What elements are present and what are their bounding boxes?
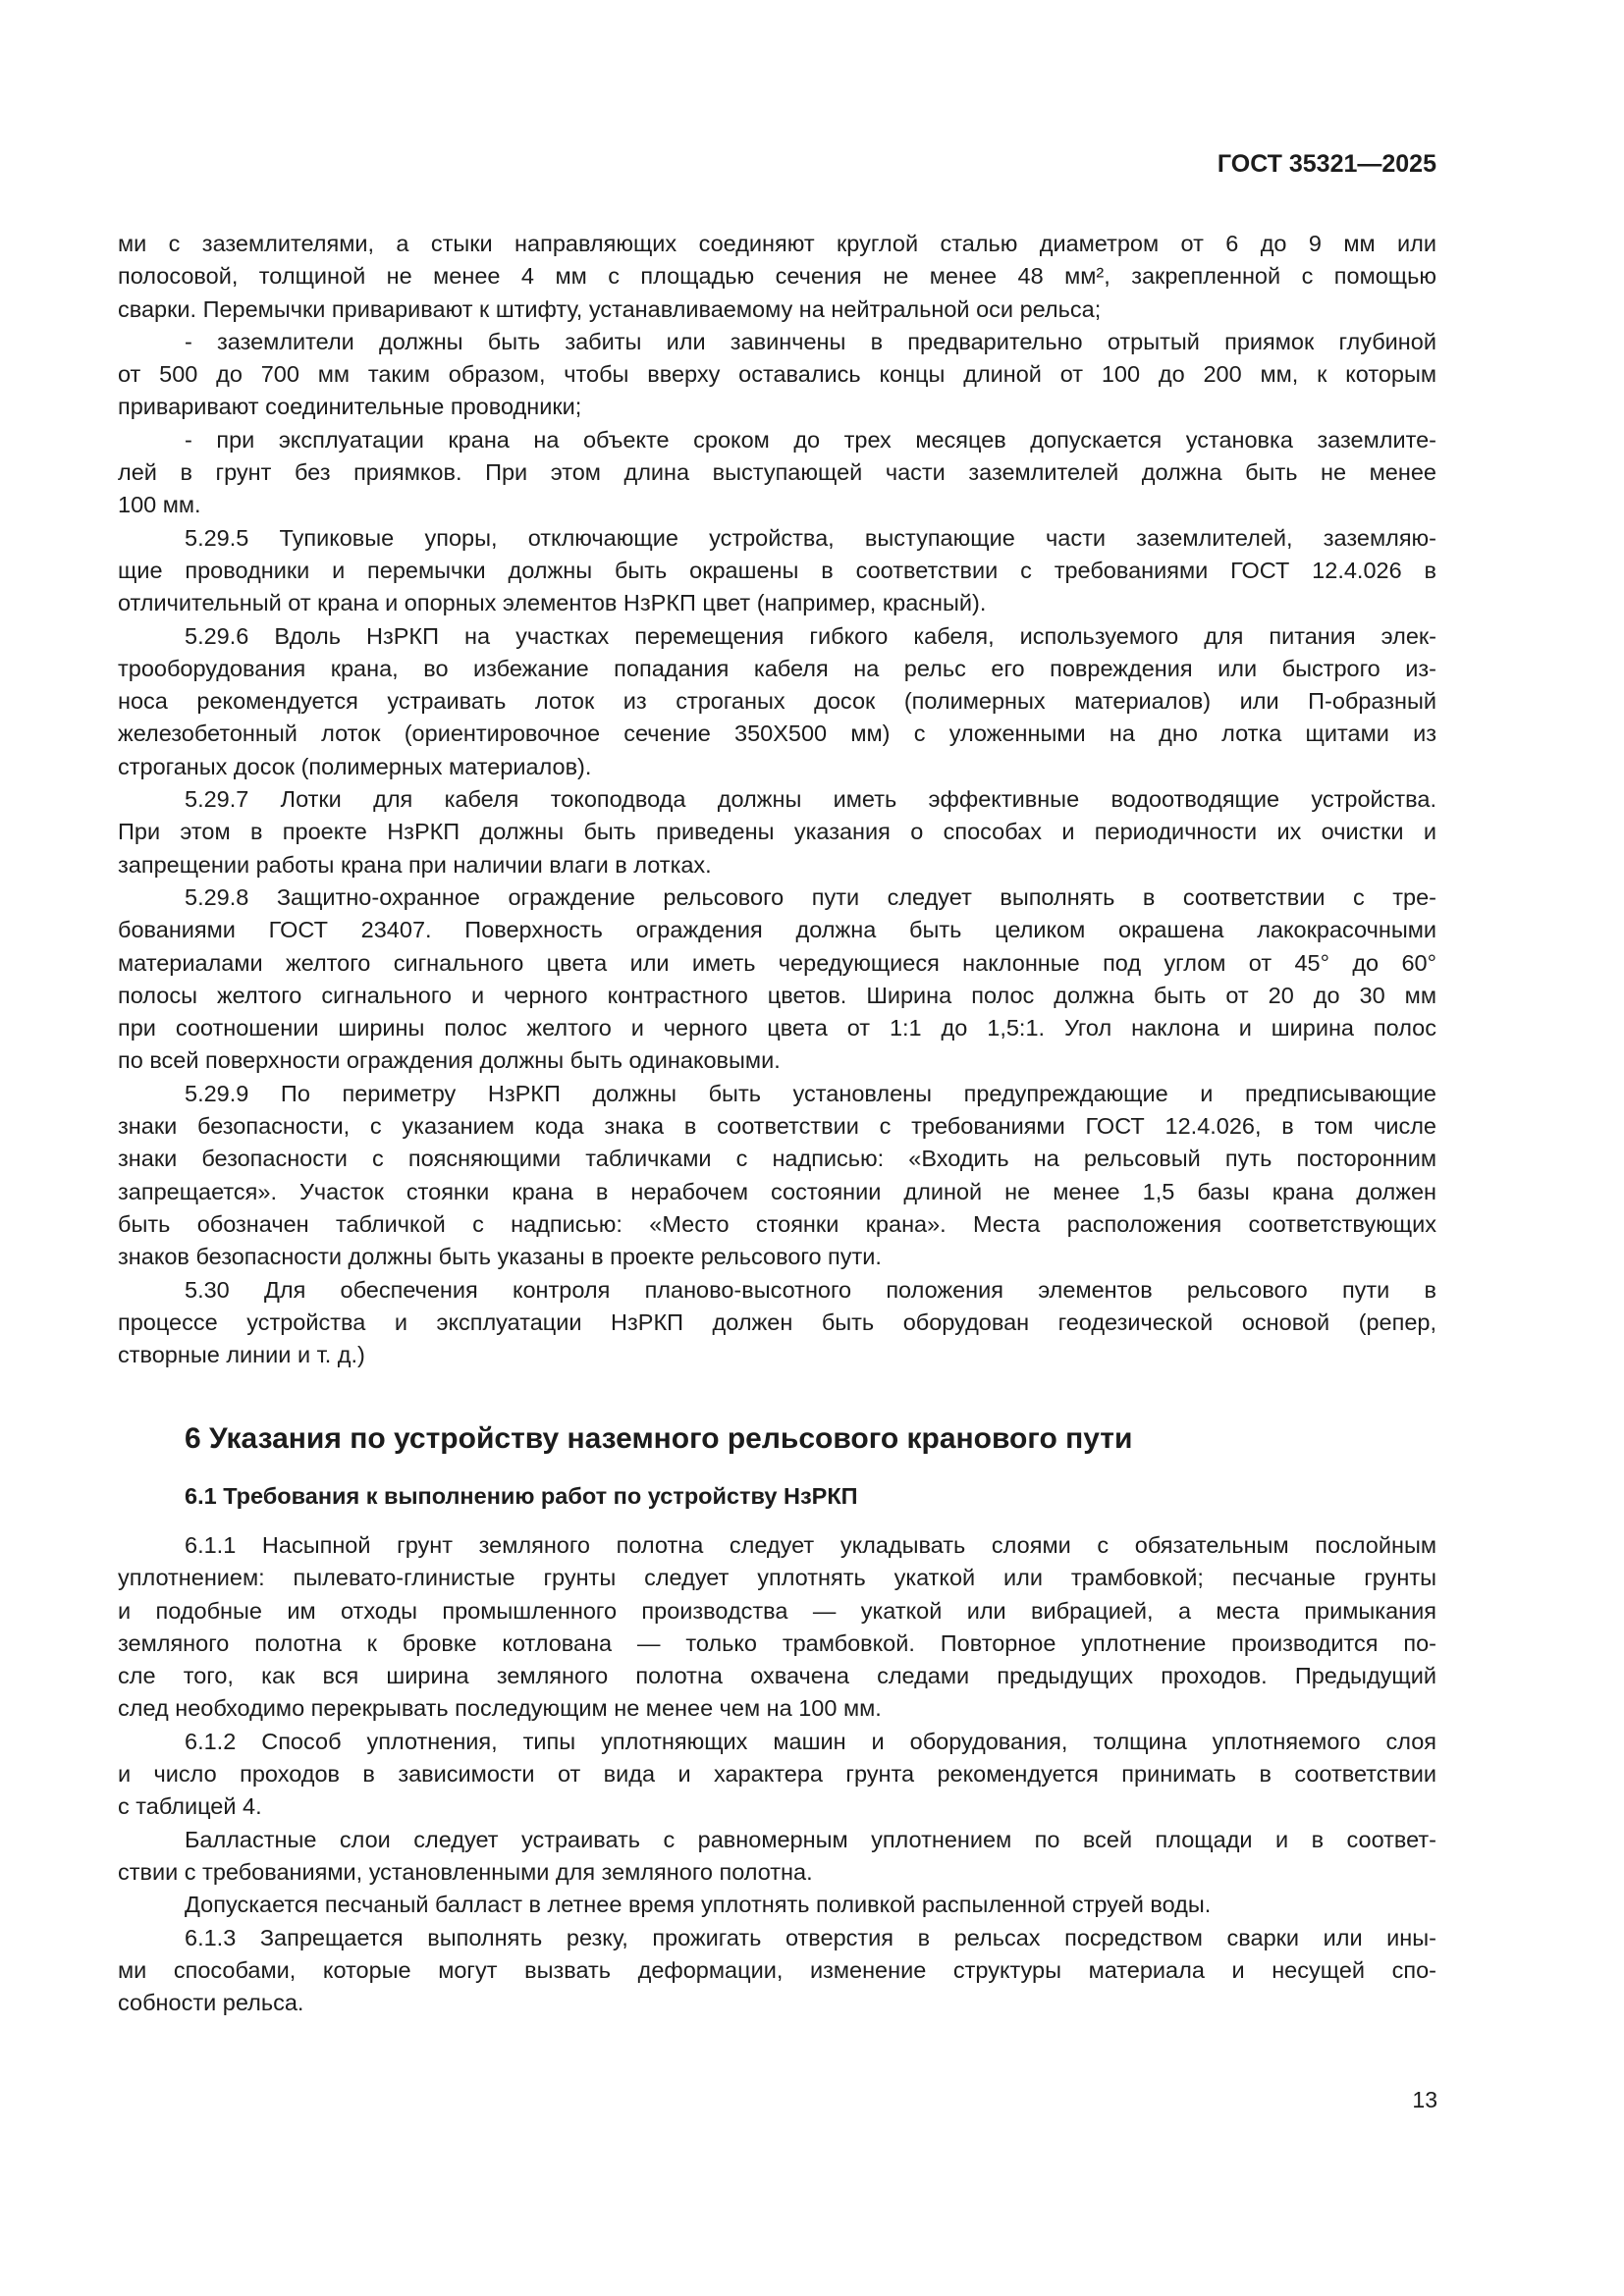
text-line: створные линии и т. д.) xyxy=(118,1342,365,1368)
text-line: полосовой, толщиной не менее 4 мм с площадью сечения не менее 48 мм², закрепленной с помощью xyxy=(118,263,1436,290)
text-line: след необходимо перекрывать последующим не менее чем на 100 мм. xyxy=(118,1695,882,1722)
text-line: приваривают соединительные проводники; xyxy=(118,394,582,420)
paragraph xyxy=(118,522,1436,620)
text-line: запрещается». Участок стоянки крана в нерабочем состоянии длиной не менее 1,5 базы крана должен xyxy=(118,1178,1436,1204)
text-line: трооборудования крана, во избежание попадания кабеля на рельс его повреждения или быстрого из- xyxy=(118,655,1436,681)
text-line: 5.29.7 Лотки для кабеля токоподвода должны иметь эффективные водоотводящие устройства. xyxy=(185,786,1436,813)
text-line: ми способами, которые могут вызвать деформации, изменение структуры материала и несущей спо- xyxy=(118,1956,1436,1983)
text-line: процессе устройства и эксплуатации НзРКП должен быть оборудован геодезической основой (репер, xyxy=(118,1308,1436,1335)
text-line: Балластные слои следует устраивать с равномерным уплотнением по всей площади и в соответ- xyxy=(185,1826,1436,1852)
paragraph xyxy=(118,1889,1436,1921)
text-line: и число проходов в зависимости от вида и характера грунта рекомендуется принимать в соответствии xyxy=(118,1761,1436,1788)
text-line: 5.29.6 Вдоль НзРКП на участках перемещения гибкого кабеля, используемого для питания элек- xyxy=(185,622,1436,649)
text-line: быть обозначен табличкой с надписью: «Место стоянки крана». Места расположения соответствующих xyxy=(118,1210,1436,1237)
text-line: уплотнением: пылевато-глинистые грунты следует уплотнять укаткой или трамбовкой; песчаные грунты xyxy=(118,1565,1436,1591)
text-line: и подобные им отходы промышленного производства — укаткой или вибрацией, а места примыкания xyxy=(118,1597,1436,1624)
section-heading-6: 6 Указания по устройству наземного рельсового кранового пути xyxy=(185,1422,1133,1455)
section-5-text xyxy=(118,228,1436,1371)
text-line: 100 мм. xyxy=(118,492,201,518)
paragraph xyxy=(118,1529,1436,1726)
text-line: отличительный от крана и опорных элементов НзРКП цвет (например, красный). xyxy=(118,590,987,616)
text-line: бованиями ГОСТ 23407. Поверхность ограждения должна быть целиком окрашена лакокрасочными xyxy=(118,917,1436,943)
subsection-heading-6-1: 6.1 Требования к выполнению работ по устройству НзРКП xyxy=(185,1483,858,1509)
text-line: знаки безопасности с поясняющими табличками с надписью: «Входить на рельсовый путь посторонним xyxy=(118,1146,1436,1172)
paragraph xyxy=(118,1726,1436,1824)
text-line: 6.1.1 Насыпной грунт земляного полотна следует укладывать слоями с обязательным послойным xyxy=(185,1532,1436,1558)
text-line: знаков безопасности должны быть указаны в проекте рельсового пути. xyxy=(118,1244,882,1270)
text-line: 5.29.5 Тупиковые упоры, отключающие устройства, выступающие части заземлителей, заземляю- xyxy=(185,524,1436,551)
text-line: при соотношении ширины полос желтого и черного цвета от 1:1 до 1,5:1. Угол наклона и ширина полос xyxy=(118,1015,1436,1041)
text-line: ствии с требованиями, установленными для земляного полотна. xyxy=(118,1858,813,1885)
paragraph xyxy=(118,1078,1436,1274)
text-line: железобетонный лоток (ориентировочное сечение 350X500 мм) с уложенными на дно лотка щитами из xyxy=(118,721,1436,747)
text-line: материалами желтого сигнального цвета или иметь чередующиеся наклонные под углом от 45° до 60° xyxy=(118,949,1436,976)
section-6-1-text xyxy=(118,1529,1436,2019)
paragraph xyxy=(118,620,1436,783)
text-line: по всей поверхности ограждения должны быть одинаковыми. xyxy=(118,1047,781,1074)
text-line: сварки. Перемычки приваривают к штифту, устанавливаемому на нейтральной оси рельса; xyxy=(118,295,1102,322)
text-line: 5.29.8 Защитно-охранное ограждение рельсового пути следует выполнять в соответствии с тре- xyxy=(185,883,1436,910)
paragraph xyxy=(118,228,1436,326)
page-number: 13 xyxy=(1412,2087,1437,2112)
paragraph xyxy=(118,1274,1436,1372)
text-line: сле того, как вся ширина земляного полотна охвачена следами предыдущих проходов. Предыдущий xyxy=(118,1663,1436,1689)
text-line: - при эксплуатации крана на объекте сроком до трех месяцев допускается установка заземлите- xyxy=(185,426,1436,453)
paragraph xyxy=(118,1922,1436,2020)
text-line: 6.1.2 Способ уплотнения, типы уплотняющих машин и оборудования, толщина уплотняемого слоя xyxy=(185,1728,1436,1754)
text-line: запрещении работы крана при наличии влаги в лотках. xyxy=(118,851,712,878)
text-line: строганых досок (полимерных материалов). xyxy=(118,753,592,779)
text-line: - заземлители должны быть забиты или завинчены в предварительно отрытый приямок глубиной xyxy=(185,328,1436,354)
paragraph xyxy=(118,783,1436,881)
text-line: собности рельса. xyxy=(118,1990,304,2016)
text-line: лей в грунт без приямков. При этом длина выступающей части заземлителей должна быть не менее xyxy=(118,459,1436,486)
text-line: ми с заземлителями, а стыки направляющих соединяют круглой сталью диаметром от 6 до 9 мм или xyxy=(118,231,1436,256)
text-line: от 500 до 700 мм таким образом, чтобы вверху оставались концы длиной от 100 до 200 мм, к которым xyxy=(118,361,1436,388)
paragraph xyxy=(118,1824,1436,1890)
text-line: носа рекомендуется устраивать лоток из строганых досок (полимерных материалов) или П-образный xyxy=(118,688,1436,715)
text-line: 5.30 Для обеспечения контроля планово-высотного положения элементов рельсового пути в xyxy=(185,1276,1436,1303)
text-line: знаки безопасности, с указанием кода знака в соответствии с требованиями ГОСТ 12.4.026, в том числе xyxy=(118,1113,1436,1140)
paragraph xyxy=(118,424,1436,522)
text-line: земляного полотна к бровке котлована — только трамбовкой. Повторное уплотнение производится по- xyxy=(118,1629,1436,1656)
paragraph xyxy=(118,326,1436,424)
text-line: щие проводники и перемычки должны быть окрашены в соответствии с требованиями ГОСТ 12.4.026 в xyxy=(118,557,1436,583)
text-line: При этом в проекте НзРКП должны быть приведены указания о способах и периодичности их очистки и xyxy=(118,819,1436,845)
text-line: 6.1.3 Запрещается выполнять резку, прожигать отверстия в рельсах посредством сварки или ины- xyxy=(185,1924,1436,1950)
paragraph xyxy=(118,881,1436,1078)
text-line: с таблицей 4. xyxy=(118,1793,262,1820)
text-line: 5.29.9 По периметру НзРКП должны быть установлены предупреждающие и предписывающие xyxy=(185,1080,1436,1106)
text-line: полосы желтого сигнального и черного контрастного цветов. Ширина полос должна быть от 20 до 30 мм xyxy=(118,982,1436,1008)
document-header: ГОСТ 35321—2025 xyxy=(1217,150,1436,178)
text-line: Допускается песчаный балласт в летнее время уплотнять поливкой распыленной струей воды. xyxy=(185,1892,1212,1918)
